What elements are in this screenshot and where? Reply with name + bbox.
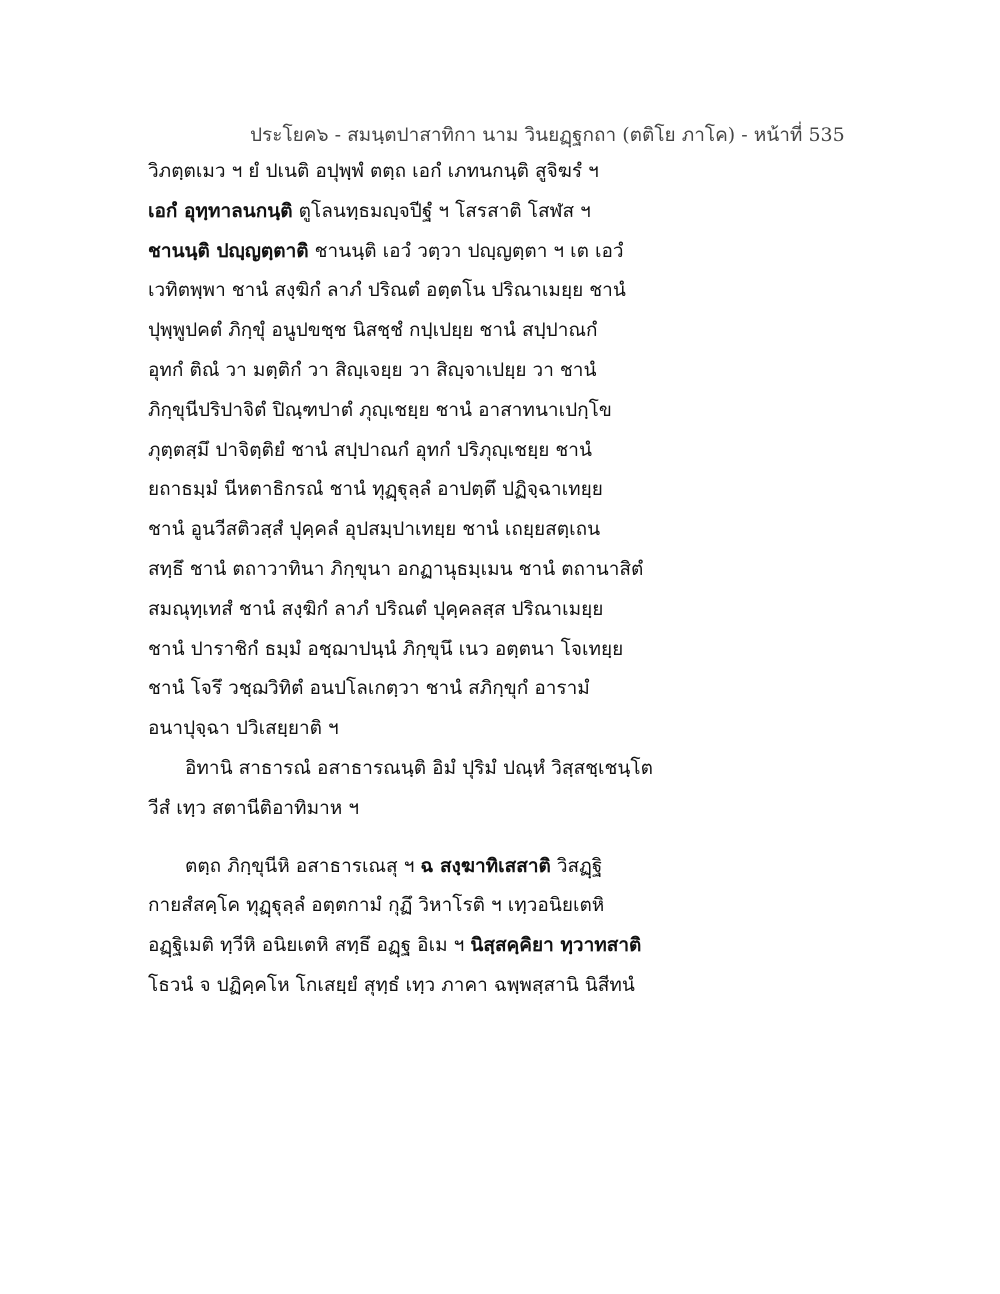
text-line (148, 966, 668, 1006)
paragraph-gap (148, 829, 668, 847)
bold-term: เอกํ อุทฺทาลนกนฺติ (148, 199, 293, 222)
text-line (148, 847, 668, 887)
body-text (148, 152, 668, 1006)
text-segment: ตูโลนทฺธมญฺจปีฐํ ฯ โสรสาติ โสฬส ฯ (292, 199, 591, 222)
text-line (148, 391, 668, 431)
text-segment: สทฺธึ ชานํ ตถาวาทินา ภิกฺขุนา อกฏานุธมฺเมน ชานํ ตถานาสิตํ (148, 557, 644, 580)
text-line (148, 311, 668, 351)
text-segment: ปุพฺพูปคตํ ภิกฺขุํ อนูปขชฺช นิสชฺชํ กปฺเปยฺย ชานํ สปฺปาณกํ (148, 319, 598, 342)
bold-term: นิสฺสคฺคิยา ทฺวาทสาติ (470, 934, 642, 957)
text-segment: วิสฏฺฐิ (550, 854, 603, 877)
text-line (148, 192, 668, 232)
text-line (148, 789, 668, 829)
text-line (148, 926, 668, 966)
text-segment: อิทานิ สาธารณํ อสาธารณนฺติ อิมํ ปุริมํ ปณฺหํ วิสฺสชฺเชนฺโต (185, 756, 653, 779)
text-line (148, 749, 668, 789)
text-line (148, 351, 668, 391)
text-segment: อฏฺฐิเมติ ทฺวีหิ อนิยเตหิ สทฺธึ อฏฺฐ อิเม ฯ (148, 934, 471, 957)
page-header: ประโยค๖ - สมนฺตปาสาทิกา นาม วินยฏฺฐกถา (ตติโย ภาโค) - หน้าที่ 535 (250, 124, 845, 146)
text-segment: วีสํ เทฺว สตานีติอาทิมาห ฯ (148, 796, 359, 819)
bold-term: ฉ สงฺฆาทิเสสาติ (420, 854, 551, 877)
text-line (148, 886, 668, 926)
text-line (148, 669, 668, 709)
bold-term: ชานนฺติ ปญฺญตฺตาติ (148, 239, 309, 262)
text-segment: สมณุทฺเทสํ ชานํ สงฺฆิกํ ลาภํ ปริณตํ ปุคฺคลสฺส ปริณาเมยฺย (148, 597, 604, 620)
text-segment: เวทิตพฺพา ชานํ สงฺฆิกํ ลาภํ ปริณตํ อตฺตโน ปริณาเมยฺย ชานํ (148, 279, 626, 302)
text-segment: ตตฺถ ภิกฺขุนีหิ อสาธารเณสุ ฯ (185, 854, 421, 877)
text-line (148, 232, 668, 272)
text-line (148, 271, 668, 311)
text-segment: ชานํ อูนวีสติวสฺสํ ปุคฺคลํ อุปสมฺปาเทยฺย ชานํ เถยฺยสตฺเถน (148, 518, 601, 541)
text-line (148, 590, 668, 630)
text-line (148, 550, 668, 590)
text-segment: วิภตฺตเมว ฯ ยํ ปเนติ อปุพฺพํ ตตฺถ เอกํ เภทนกนฺติ สูจิฆรํ ฯ (148, 160, 599, 182)
text-line (148, 152, 668, 192)
text-line (148, 470, 668, 510)
text-line (148, 630, 668, 670)
text-line (148, 709, 668, 749)
text-segment: ชานนฺติ เอวํ วตฺวา ปญฺญตฺตา ฯ เต เอวํ (308, 239, 624, 262)
text-segment: กายสํสคฺโค ทุฏฺฐุลฺลํ อตฺตกามํ กุฏึ วิหาโรติ ฯ เทฺวอนิยเตหิ (148, 894, 605, 917)
text-segment: อนาปุจฺฉา ปวิเสยฺยาติ ฯ (148, 717, 339, 740)
text-segment: โธวนํ จ ปฏิคฺคโห โกเสยฺยํ สุทฺธํ เทฺว ภาคา ฉพฺพสฺสานิ นิสีทนํ (148, 973, 635, 996)
text-segment: ภิกฺขุนีปริปาจิตํ ปิณฺฑปาตํ ภุญฺเชยฺย ชานํ อาสาทนาเปกฺโข (148, 398, 612, 421)
text-line (148, 431, 668, 471)
text-segment: ยถาธมฺมํ นีหตาธิกรณํ ชานํ ทุฏฺฐุลฺลํ อาปตฺตึ ปฏิจฺฉาเทยฺย (148, 478, 603, 501)
text-segment: ชานํ โจรึ วชฺฌวิทิตํ อนปโลเกตฺวา ชานํ สภิกฺขุกํ อารามํ (148, 677, 590, 700)
text-segment: อุทกํ ติณํ วา มตฺติกํ วา สิญฺเจยฺย วา สิญฺจาเปยฺย วา ชานํ (148, 358, 597, 381)
text-line (148, 510, 668, 550)
text-segment: ภุตฺตสฺมึ ปาจิตฺติยํ ชานํ สปฺปาณกํ อุทกํ ปริภุญฺเชยฺย ชานํ (148, 438, 592, 461)
text-segment: ชานํ ปาราชิกํ ธมฺมํ อชฺฌาปนฺนํ ภิกฺขุนึ เนว อตฺตนา โจเทยฺย (148, 637, 624, 660)
